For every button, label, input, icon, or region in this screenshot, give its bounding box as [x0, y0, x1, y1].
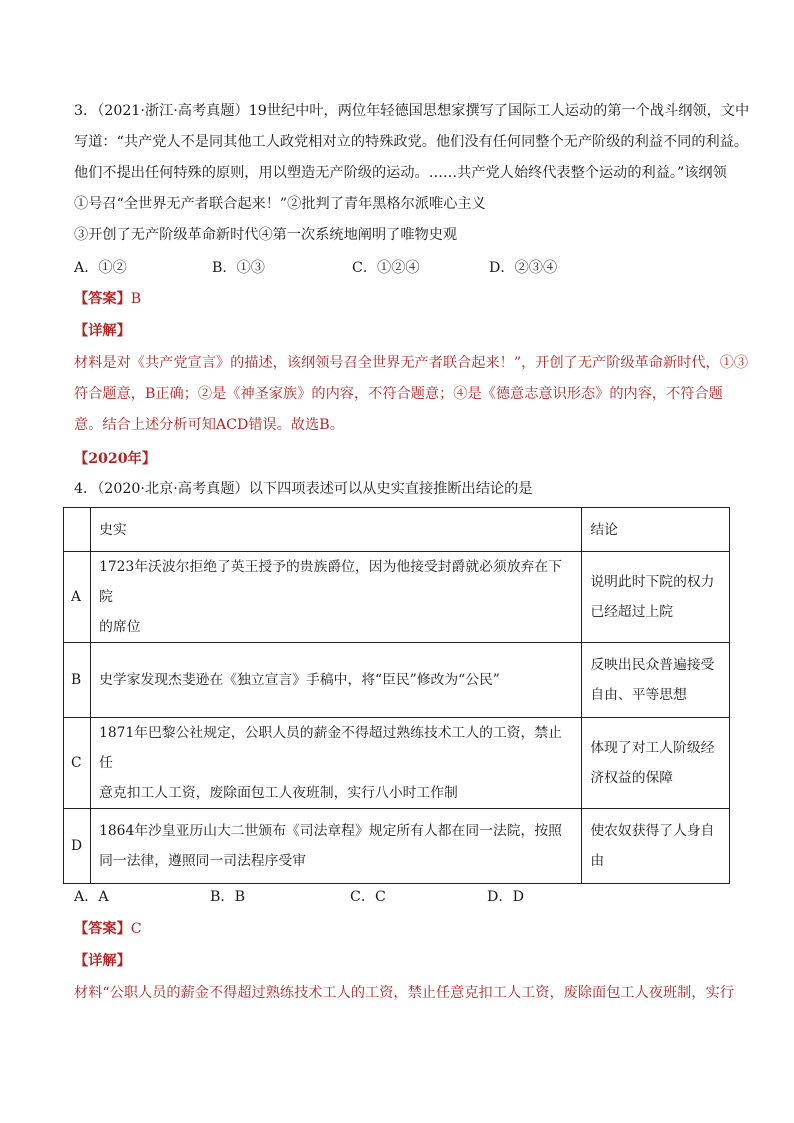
row-conclusion-line: 体现了对工人阶级经	[590, 740, 715, 756]
row-conclusion-line: 由	[590, 853, 605, 869]
q3-options	[74, 253, 734, 284]
row-conclusion-line: 使农奴获得了人身自	[590, 823, 715, 839]
row-conclusion	[582, 552, 730, 643]
q4-option-c: C．C	[350, 889, 386, 905]
q3-line-1: 3．（2021·浙江·高考真题）19世纪中叶，两位年轻德国思想家撰写了国际工人运动的第一个战斗纲领，文中	[74, 103, 750, 119]
q3-detail-tag	[74, 316, 734, 347]
section-year	[74, 444, 734, 475]
q3-detail-line-1: 材料是对《共产党宣言》的描述，该纲领号召全世界无产者联合起来！”，开创了无产阶级革命新时代，①③	[74, 355, 749, 371]
section-year-label: 【2020年】	[74, 451, 157, 467]
q3-stem	[74, 96, 750, 251]
q3-line-3: 他们不提出任何特殊的原则，用以塑造无产阶级的运动。……共产党人始终代表整个运动的利益。”该纲领	[74, 165, 727, 181]
row-conclusion-line: 已经超过上院	[590, 604, 674, 620]
row-label: C	[64, 718, 91, 809]
q4-stem: 4．（2020·北京·高考真题）以下四项表述可以从史实直接推断出结论的是	[74, 481, 533, 497]
row-conclusion	[582, 718, 730, 809]
table-header-fact: 史实	[91, 508, 582, 552]
table-header-blank	[64, 508, 91, 552]
table-row	[64, 718, 730, 809]
q4-answer-tag: 【答案】	[74, 921, 131, 937]
row-fact-line: 1864年沙皇亚历山大二世颁布《司法章程》规定所有人都在同一法院，按照	[99, 823, 562, 839]
q4-option-d: D．D	[487, 889, 524, 905]
row-conclusion-line: 济权益的保障	[590, 770, 674, 786]
q4-detail	[74, 978, 734, 1009]
q4-detail-label: 【详解】	[74, 953, 131, 969]
table-row	[64, 552, 730, 643]
q4-detail-tag	[74, 946, 734, 977]
table-row	[64, 809, 730, 884]
row-conclusion-line: 自由、平等思想	[590, 687, 687, 703]
q4-detail-line-1: 材料“公职人员的薪金不得超过熟练技术工人的工资，禁止任意克扣工人工资，废除面包工人夜班制，实行	[74, 985, 734, 1001]
row-fact-line: 1871年巴黎公社规定，公职人员的薪金不得超过熟练技术工人的工资，禁止任	[99, 725, 562, 771]
row-fact-line: 意克扣工人工资，废除面包工人夜班制，实行八小时工作制	[99, 785, 458, 801]
q4-options	[74, 882, 734, 913]
row-fact-line: 同一法律，遵照同一司法程序受审	[99, 853, 307, 869]
q3-answer-value: B	[130, 291, 142, 307]
row-fact-line: 1723年沃波尔拒绝了英王授予的贵族爵位，因为他接受封爵就必须放弃在下院	[99, 559, 562, 605]
row-fact	[91, 643, 582, 718]
q4-answer	[74, 914, 734, 945]
q3-answer	[74, 284, 734, 315]
row-conclusion	[582, 809, 730, 884]
row-label: B	[64, 643, 91, 718]
q3-line-2: 写道：“共产党人不是同其他工人政党相对立的特殊政党。他们没有任何同整个无产阶级的利益不同的利益。	[74, 134, 749, 150]
q4-option-b: B．B	[210, 889, 246, 905]
q3-option-b: B．①③	[212, 260, 265, 276]
row-conclusion	[582, 643, 730, 718]
q3-detail-line-3: 意。结合上述分析可知ACD错误。故选B。	[74, 417, 344, 433]
q4-answer-value: C	[130, 921, 142, 937]
row-fact	[91, 552, 582, 643]
q3-option-d: D．②③④	[489, 260, 558, 276]
row-fact-line: 史学家发现杰斐逊在《独立宣言》手稿中，将“臣民”修改为“公民”	[99, 672, 500, 688]
q3-option-a: A．①②	[74, 260, 127, 276]
q3-detail	[74, 348, 749, 441]
row-fact	[91, 809, 582, 884]
row-label: D	[64, 809, 91, 884]
table-row	[64, 643, 730, 718]
row-conclusion-line: 说明此时下院的权力	[590, 574, 715, 590]
q3-detail-line-2: 符合题意，B正确；②是《神圣家族》的内容，不符合题意；④是《德意志意识形态》的内容，不符合题	[74, 386, 723, 402]
q3-line-5: ③开创了无产阶级革命新时代④第一次系统地阐明了唯物史观	[74, 227, 458, 243]
q3-line-4: ①号召“全世界无产者联合起来！”②批判了青年黑格尔派唯心主义	[74, 196, 486, 212]
table-header-conclusion: 结论	[582, 508, 730, 552]
row-fact	[91, 718, 582, 809]
table-header-row	[64, 508, 730, 552]
q3-detail-label: 【详解】	[74, 323, 131, 339]
q3-option-c: C．①②④	[352, 260, 420, 276]
q4-option-a: A．A	[74, 889, 109, 905]
row-label: A	[64, 552, 91, 643]
q4-facts-table	[63, 507, 730, 884]
row-conclusion-line: 反映出民众普遍接受	[590, 657, 715, 673]
q3-answer-tag: 【答案】	[74, 291, 131, 307]
row-fact-line: 的席位	[99, 619, 141, 635]
